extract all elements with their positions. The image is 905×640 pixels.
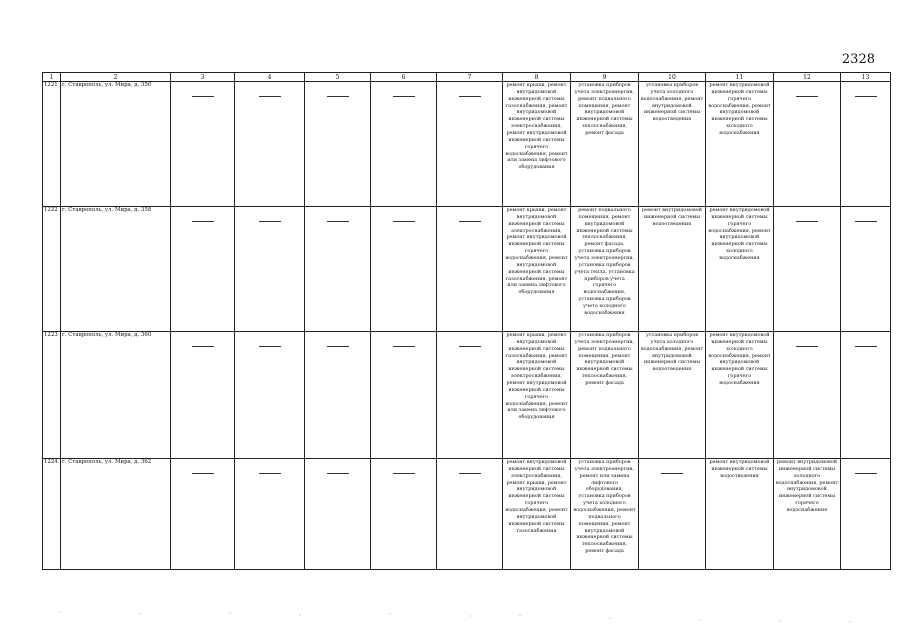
works-cell: установка приборов учета электроэнергии, ремонт или замена лифтового оборудования, установка приборов учета холодного водоснабжения, ремонт подвального помещения, ремонт внутридомовой инженерной системы теплоснабжения, ремонт фасада <box>571 459 639 570</box>
dash-cell <box>774 207 841 332</box>
works-cell: ремонт подвального помещения, ремонт внутридомовой инженерной системы теплоснабжения, ремонт фасада, установка приборов учета электроэнергии, установка приборов учета тепла, установка приборов учета горячего водоснабжения, установка приборов учета холодного водоснабжения <box>571 207 639 332</box>
column-header: 6 <box>371 73 437 82</box>
column-header: 2 <box>61 73 171 82</box>
dash-cell <box>841 459 891 570</box>
dash-cell <box>639 459 706 570</box>
dash-cell <box>305 332 371 459</box>
column-header: 9 <box>571 73 639 82</box>
dash-cell <box>774 332 841 459</box>
works-cell: ремонт крыши, ремонт внутридомовой инженерной системы газоснабжения, ремонт внутридомовой инженерной системы электроснабжения, ремонт внутридомовой инженерной системы горячего водоснабжения, ремонт или замена лифтового оборудования <box>503 82 571 207</box>
column-header: 12 <box>774 73 841 82</box>
dash-cell <box>371 207 437 332</box>
dash-cell <box>841 207 891 332</box>
works-cell: ремонт внутридомовой инженерной системы горячего водоснабжения, ремонт внутридомовой инженерной системы холодного водоснабжения <box>706 207 774 332</box>
row-number: 1222 <box>43 207 61 332</box>
dash-cell <box>774 82 841 207</box>
works-cell: установка приборов учета холодного водоснабжения, ремонт внутридомовой инженерной системы водоотведения <box>639 332 706 459</box>
dash-cell <box>371 459 437 570</box>
dash-cell <box>235 82 305 207</box>
works-cell: установка приборов учета электроэнергии, ремонт подвального помещения, ремонт внутридомовой инженерной системы теплоснабжения, ремонт фасада <box>571 82 639 207</box>
column-header: 8 <box>503 73 571 82</box>
column-header: 4 <box>235 73 305 82</box>
dash-cell <box>235 332 305 459</box>
dash-cell <box>437 459 503 570</box>
table-row <box>43 207 891 332</box>
dash-cell <box>841 332 891 459</box>
works-cell: ремонт внутридомовой инженерной системы холодного водоснабжения, ремонт внутридомовой инженерной системы горячего водоснабжения <box>706 332 774 459</box>
works-cell: ремонт внутридомовой инженерной системы водоотведения <box>706 459 774 570</box>
address-cell: г. Ставрополь, ул. Мира, д. 360 <box>61 332 171 459</box>
address-cell: г. Ставрополь, ул. Мира, д. 356 <box>61 82 171 207</box>
works-cell: ремонт внутридомовой инженерной системы холодного водоснабжения, ремонт внутридомовой инженерной системы горячего водоснабжения <box>774 459 841 570</box>
dash-cell <box>305 207 371 332</box>
table-row <box>43 82 891 207</box>
works-cell: ремонт внутридомовой инженерной системы электроснабжения, ремонт крыши, ремонт внутридомовой инженерной системы горячего водоснабжения, ремонт внутридомовой инженерной системы газоснабжения <box>503 459 571 570</box>
page-number: 2328 <box>841 52 875 67</box>
column-header: 1 <box>43 73 61 82</box>
column-header: 13 <box>841 73 891 82</box>
dash-cell <box>437 207 503 332</box>
works-cell: ремонт внутридомовой инженерной системы горячего водоснабжения, ремонт внутридомовой инженерной системы холодного водоснабжения <box>706 82 774 207</box>
register-table <box>42 72 891 570</box>
address-cell: г. Ставрополь, ул. Мира, д. 358 <box>61 207 171 332</box>
dash-cell <box>171 459 235 570</box>
column-header: 7 <box>437 73 503 82</box>
row-number: 1221 <box>43 82 61 207</box>
column-numbers-row <box>43 73 891 82</box>
dash-cell <box>171 332 235 459</box>
scan-noise <box>0 606 905 636</box>
table-row <box>43 459 891 570</box>
column-header: 3 <box>171 73 235 82</box>
dash-cell <box>371 332 437 459</box>
dash-cell <box>171 207 235 332</box>
row-number: 1223 <box>43 332 61 459</box>
dash-cell <box>171 82 235 207</box>
address-cell: г. Ставрополь, ул. Мира, д. 362 <box>61 459 171 570</box>
dash-cell <box>437 332 503 459</box>
dash-cell <box>841 82 891 207</box>
column-header: 10 <box>639 73 706 82</box>
column-header: 11 <box>706 73 774 82</box>
column-header: 5 <box>305 73 371 82</box>
dash-cell <box>305 459 371 570</box>
dash-cell <box>437 82 503 207</box>
works-cell: установка приборов учета электроэнергии, ремонт подвального помещения, ремонт внутридомовой инженерной системы теплоснабжения, ремонт фасада <box>571 332 639 459</box>
works-cell: ремонт крыши, ремонт внутридомовой инженерной системы электроснабжения, ремонт внутридомовой инженерной системы горячего водоснабжения, ремонт внутридомовой инженерной системы газоснабжения, ремонт или замена лифтового оборудования <box>503 207 571 332</box>
dash-cell <box>371 82 437 207</box>
works-cell: ремонт крыши, ремонт внутридомовой инженерной системы газоснабжения, ремонт внутридомовой инженерной системы электроснабжения, ремонт внутридомовой инженерной системы горячего водоснабжения, ремонт или замена лифтового оборудования <box>503 332 571 459</box>
dash-cell <box>235 207 305 332</box>
table-row <box>43 332 891 459</box>
works-cell: ремонт внутридомовой инженерной системы водоотведения <box>639 207 706 332</box>
row-number: 1224 <box>43 459 61 570</box>
dash-cell <box>305 82 371 207</box>
works-cell: установка приборов учета холодного водоснабжения, ремонт внутридомовой инженерной системы водоотведения <box>639 82 706 207</box>
dash-cell <box>235 459 305 570</box>
